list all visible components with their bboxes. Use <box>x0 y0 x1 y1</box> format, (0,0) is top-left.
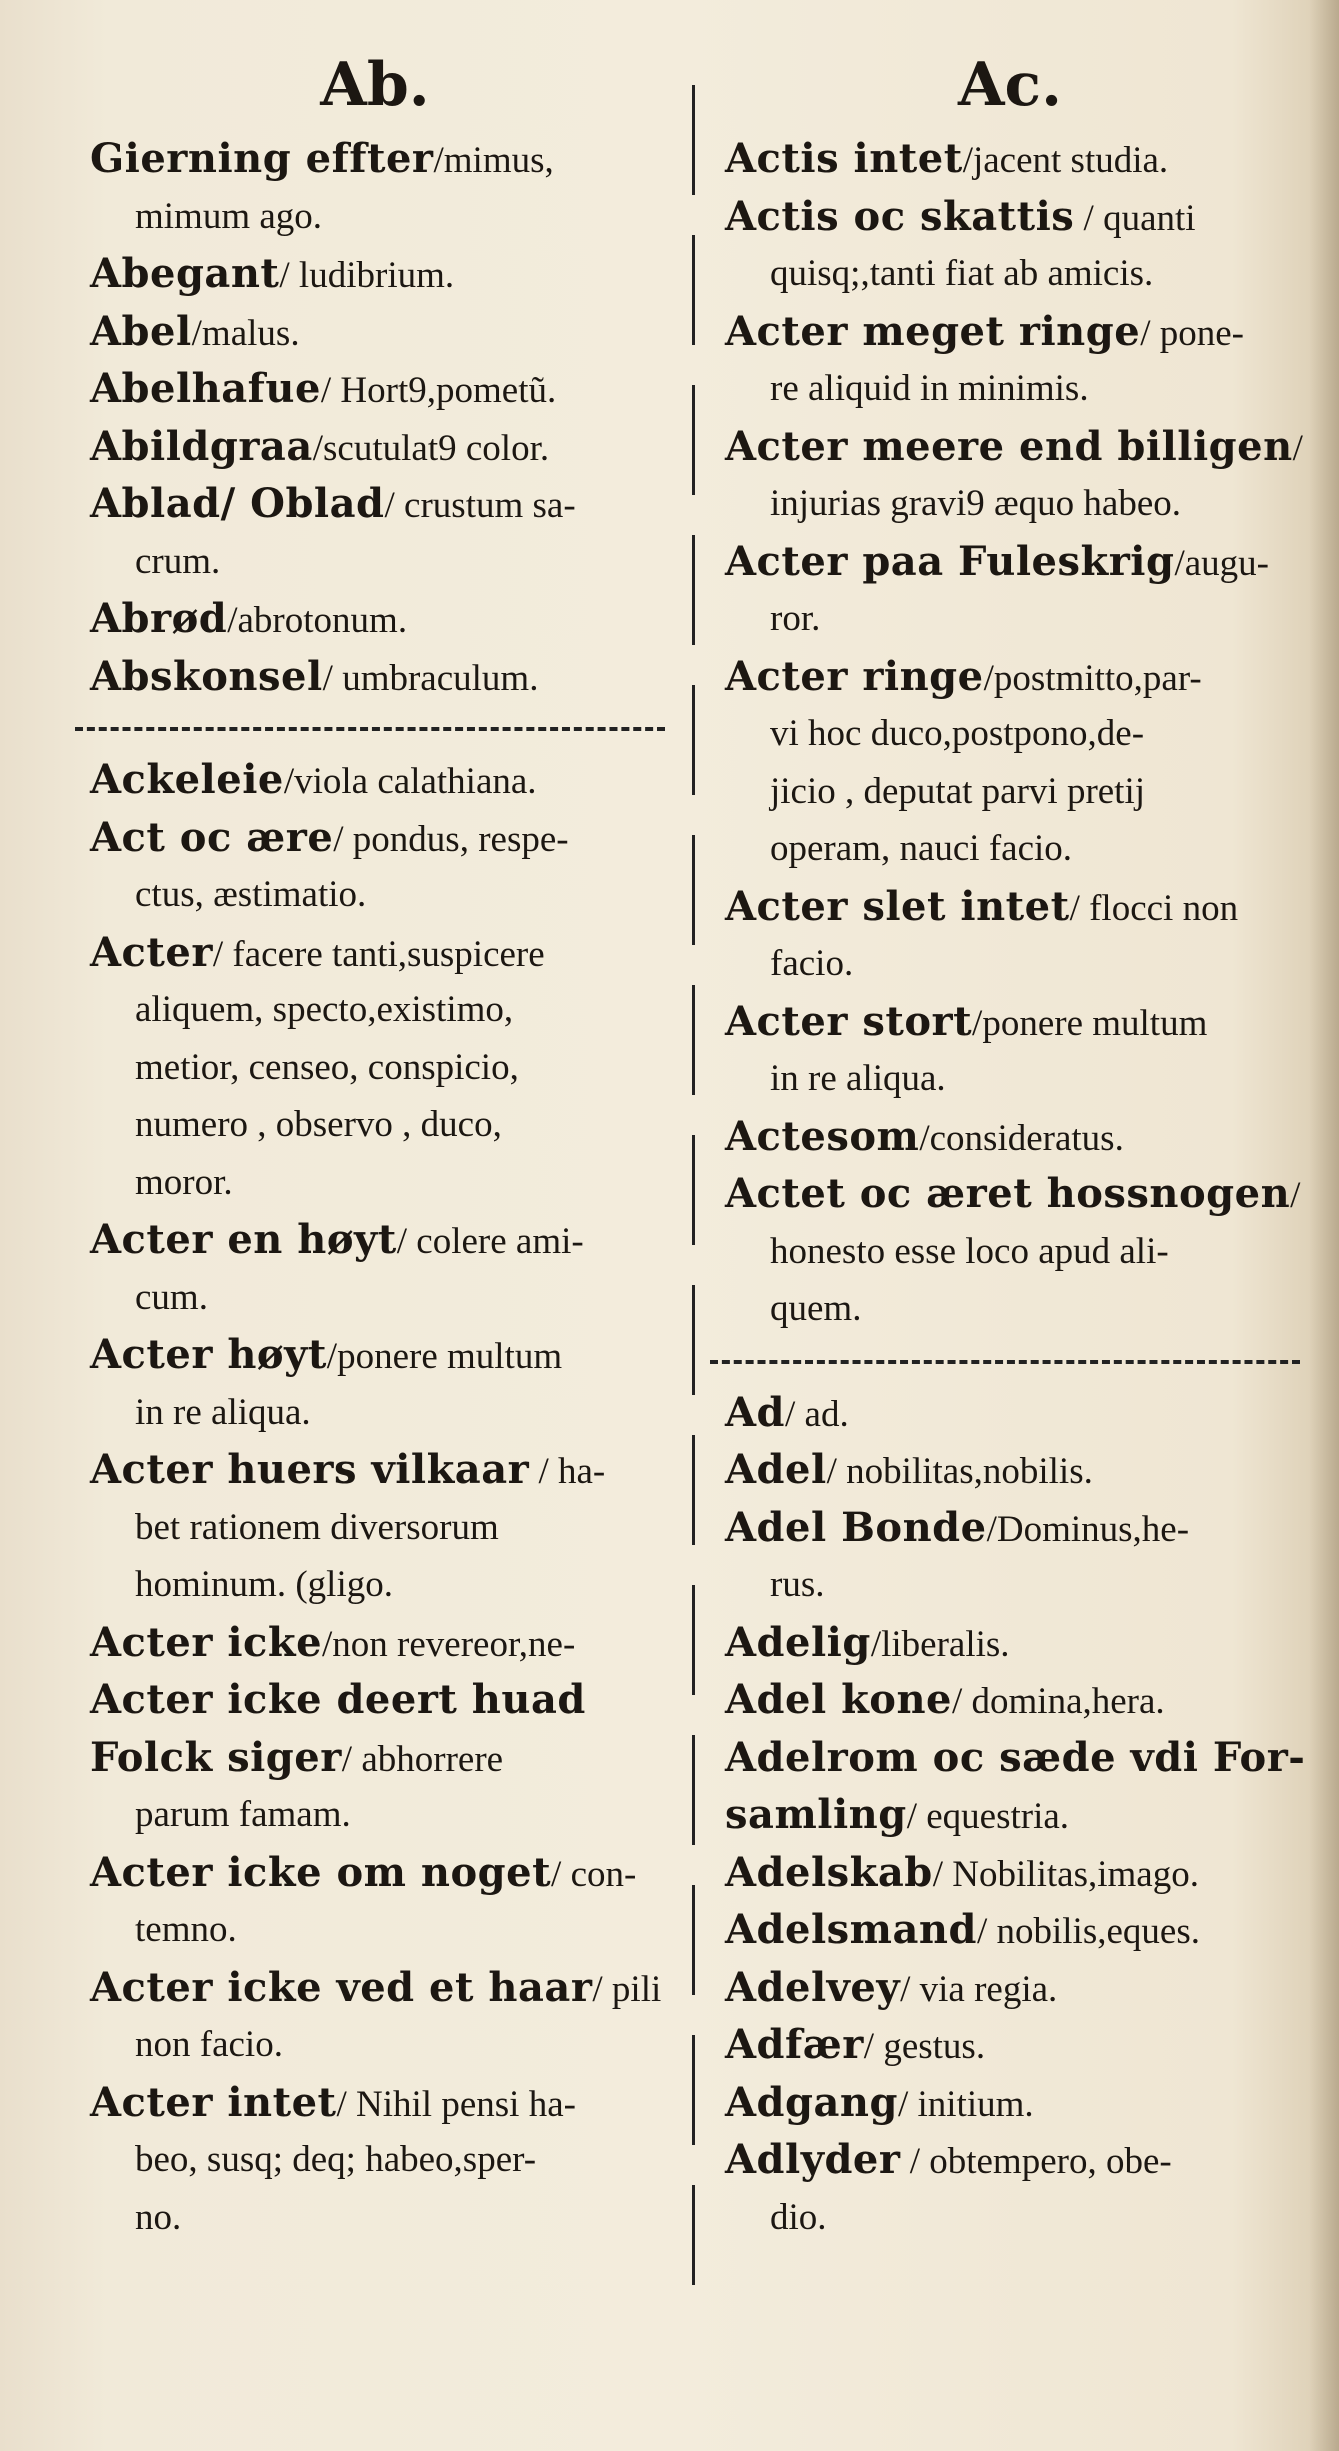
entry-gloss: dio. <box>770 2196 827 2238</box>
entry-headword: Adel kone <box>725 1676 952 1723</box>
entry-gloss: / obtempero, obe- <box>900 2141 1172 2182</box>
dictionary-entry <box>75 245 675 303</box>
entry-gloss: ror. <box>770 598 821 639</box>
entry-gloss: hominum. (gligo. <box>135 1564 393 1605</box>
entry-gloss: / crustum sa- <box>384 485 576 526</box>
entry-headword: Abskonsel <box>90 652 323 700</box>
entry-gloss: / facere tanti,suspicere <box>212 933 545 975</box>
dictionary-entry <box>75 2074 675 2247</box>
entry-line <box>75 648 675 706</box>
entry-gloss: / equestria. <box>906 1796 1070 1837</box>
entry-line <box>75 1326 675 1384</box>
dictionary-entry <box>75 475 675 590</box>
dictionary-entry <box>75 1614 675 1672</box>
entry-line <box>710 590 1310 648</box>
dictionary-entry <box>75 751 675 809</box>
entry-line <box>75 866 675 924</box>
entry-line <box>710 2074 1310 2132</box>
entry-line <box>710 1441 1310 1499</box>
section-rule <box>710 1338 1310 1384</box>
dictionary-entry <box>75 1959 675 2074</box>
entry-gloss: / via regia. <box>900 1968 1058 2010</box>
entry-gloss: crum. <box>135 540 221 582</box>
entry-line <box>75 981 675 1039</box>
entry-line <box>75 1269 675 1327</box>
entry-headword: Adelig <box>725 1618 871 1666</box>
entry-line <box>75 1614 675 1672</box>
entry-line <box>710 1614 1310 1672</box>
entry-headword: Acter ringe <box>725 652 984 700</box>
entry-line <box>710 1729 1310 1787</box>
entry-headword: Abegant <box>90 250 280 297</box>
entry-gloss: cum. <box>135 1276 208 1318</box>
entry-gloss: / nobilitas,nobilis. <box>826 1451 1093 1492</box>
entry-gloss: / pondus, respe- <box>333 818 569 860</box>
entry-line <box>710 648 1310 706</box>
entry-gloss: metior, censeo, conspicio, <box>135 1046 519 1088</box>
entry-gloss: facio. <box>770 943 854 984</box>
entry-gloss: /jacent studia. <box>962 140 1169 181</box>
entry-gloss: / pone- <box>1140 312 1244 354</box>
entry-headword: Acter høyt <box>90 1331 327 1378</box>
entry-gloss: aliquem, specto,existimo, <box>135 989 514 1030</box>
dictionary-entry <box>710 1959 1310 2017</box>
dictionary-entry <box>75 1211 675 1326</box>
entry-gloss: /scutulat9 color. <box>312 427 550 469</box>
entry-line <box>710 1671 1310 1729</box>
entry-line <box>710 1556 1310 1614</box>
dictionary-entry <box>710 418 1310 533</box>
entry-gloss: rus. <box>770 1564 825 1605</box>
entry-line <box>710 1901 1310 1959</box>
entry-line <box>75 2016 675 2074</box>
entry-line <box>75 1901 675 1959</box>
entry-line <box>75 360 675 418</box>
entry-gloss: moror. <box>135 1161 233 1203</box>
entry-headword: Act oc ære <box>90 813 334 861</box>
entry-line <box>710 1844 1310 1902</box>
entry-line <box>710 303 1310 361</box>
entry-gloss: operam, nauci facio. <box>770 828 1073 869</box>
entry-headword: Adelvey <box>725 1963 901 2011</box>
dictionary-entry <box>75 303 675 361</box>
column-divider <box>692 85 695 2285</box>
dictionary-entry <box>75 809 675 924</box>
entry-gloss: bet rationem diversorum <box>135 1506 499 1548</box>
entry-gloss: / flocci non <box>1069 887 1239 929</box>
entry-gloss: / quanti <box>1074 197 1196 239</box>
entry-gloss: / nobilis,eques. <box>976 1911 1200 1952</box>
entry-line <box>710 1384 1310 1442</box>
entry-headword: Acter icke deert huad <box>90 1676 586 1723</box>
entry-headword: samling <box>725 1791 907 1838</box>
dictionary-entry <box>75 1326 675 1441</box>
entry-gloss: / gestus. <box>863 2026 986 2067</box>
entry-headword: Ablad/ Oblad <box>90 480 385 527</box>
entry-line <box>710 1165 1310 1223</box>
entry-line <box>75 1039 675 1097</box>
dictionary-entry <box>710 2074 1310 2132</box>
entry-gloss: /abrotonum. <box>227 600 408 641</box>
dictionary-entry <box>75 1844 675 1959</box>
entry-line <box>710 188 1310 246</box>
entry-line <box>710 763 1310 821</box>
entry-line <box>75 751 675 809</box>
section-rule <box>75 705 675 751</box>
entry-gloss: /non revereor,ne- <box>322 1623 576 1665</box>
entry-line <box>710 1499 1310 1557</box>
entry-headword: Acter intet <box>90 2078 337 2126</box>
entry-line <box>710 993 1310 1051</box>
entry-gloss: /ponere multum <box>326 1336 563 1377</box>
dictionary-entry <box>710 878 1310 993</box>
entry-line <box>75 1441 675 1499</box>
entry-gloss: / ad. <box>785 1393 849 1435</box>
entry-line <box>710 2131 1310 2189</box>
right-column <box>710 0 1310 2238</box>
entry-headword: Adfær <box>725 2021 864 2068</box>
entry-headword: Acter slet intet <box>725 882 1070 930</box>
right-entries <box>710 130 1310 2246</box>
entry-gloss: injurias gravi9 æquo habeo. <box>770 483 1182 524</box>
entry-line <box>75 1384 675 1442</box>
dictionary-entry <box>710 1614 1310 1672</box>
entry-headword: Abrød <box>90 595 228 642</box>
entry-headword: Abel <box>90 307 192 355</box>
entry-gloss: / Nihil pensi ha- <box>336 2083 576 2125</box>
entry-gloss: non facio. <box>135 2024 283 2065</box>
entry-gloss: / umbraculum. <box>322 657 539 699</box>
entry-gloss: / initium. <box>897 2083 1034 2125</box>
entry-headword: Ad <box>725 1388 786 1436</box>
entry-gloss: / Hort9,pometũ. <box>320 370 557 411</box>
entry-line <box>710 705 1310 763</box>
dictionary-entry <box>75 1671 675 1844</box>
entry-line <box>75 1786 675 1844</box>
entry-headword: Adelrom oc sæde vdi For- <box>725 1733 1306 1781</box>
entry-gloss: / pili <box>592 1968 662 2010</box>
entry-line <box>75 1671 675 1729</box>
entry-headword: Actet oc æret hossnogen <box>725 1170 1291 1217</box>
entry-gloss: /augu- <box>1174 542 1269 584</box>
entry-gloss: /ponere multum <box>972 1002 1208 1044</box>
entry-line <box>75 1729 675 1787</box>
entry-gloss: / ludibrium. <box>279 255 455 296</box>
entry-line <box>75 1499 675 1557</box>
entry-line <box>75 809 675 867</box>
dictionary-entry <box>710 2131 1310 2246</box>
left-column-header: Ab. <box>320 50 430 120</box>
entry-headword: Acter icke om noget <box>90 1848 552 1896</box>
entry-gloss: ctus, æstimatio. <box>135 874 367 915</box>
entry-headword: Adel <box>725 1446 827 1493</box>
entry-line <box>75 924 675 982</box>
dictionary-entry <box>75 590 675 648</box>
dictionary-entry <box>710 1441 1310 1499</box>
dictionary-entry <box>710 993 1310 1108</box>
entry-headword: Actesom <box>725 1112 920 1160</box>
dictionary-entry <box>710 130 1310 188</box>
entry-headword: Ackeleie <box>90 756 284 803</box>
entry-line <box>710 2016 1310 2074</box>
page-edge-shadow <box>1309 0 1339 2451</box>
entry-headword: Acter icke ved et haar <box>90 1963 593 2011</box>
dictionary-entry <box>710 648 1310 878</box>
entry-headword: Folck siger <box>90 1733 342 1781</box>
entry-gloss: /liberalis. <box>870 1623 1010 1665</box>
dictionary-entry <box>75 360 675 418</box>
left-column <box>75 0 675 2238</box>
entry-line <box>75 1096 675 1154</box>
entry-line <box>710 245 1310 303</box>
entry-line <box>710 878 1310 936</box>
dictionary-entry <box>710 1108 1310 1166</box>
dictionary-entry <box>710 1165 1310 1338</box>
entry-headword: Gierning effter <box>90 135 434 182</box>
entry-gloss: /Dominus,he- <box>986 1508 1190 1550</box>
entry-gloss: beo, susq; deq; habeo,sper- <box>135 2139 537 2180</box>
entry-gloss: quisq;,tanti fiat ab amicis. <box>770 253 1154 294</box>
dictionary-entry <box>710 1671 1310 1729</box>
entry-gloss: temno. <box>135 1909 237 1950</box>
entry-line <box>710 1108 1310 1166</box>
dictionary-entry <box>710 1729 1310 1844</box>
entry-line <box>75 245 675 303</box>
entry-line <box>710 935 1310 993</box>
entry-gloss: / <box>1290 1175 1301 1216</box>
entry-gloss: / domina,hera. <box>952 1681 1165 1722</box>
entry-line <box>75 130 675 188</box>
entry-gloss: vi hoc duco,postpono,de- <box>770 713 1145 754</box>
dictionary-entry <box>75 418 675 476</box>
entry-headword: Acter paa Fuleskrig <box>725 537 1175 585</box>
entry-line <box>75 418 675 476</box>
entry-headword: Acter icke <box>90 1618 323 1666</box>
entry-gloss: /malus. <box>191 312 300 354</box>
entry-line <box>710 130 1310 188</box>
entry-line <box>710 1223 1310 1281</box>
entry-line <box>75 188 675 246</box>
entry-gloss: / abhorrere <box>341 1738 504 1780</box>
entry-line <box>75 1844 675 1902</box>
entry-line <box>75 1211 675 1269</box>
entry-gloss: mimum ago. <box>135 195 323 237</box>
entry-line <box>75 2189 675 2247</box>
entry-gloss: jicio , deputat parvi pretij <box>770 770 1146 812</box>
entry-headword: Abelhafue <box>90 365 321 412</box>
entry-gloss: /viola calathiana. <box>283 761 537 802</box>
entry-headword: Adgang <box>725 2078 898 2126</box>
entry-line <box>710 1280 1310 1338</box>
entry-headword: Adlyder <box>725 2136 901 2183</box>
right-column-header: Ac. <box>958 50 1062 120</box>
entry-gloss: quem. <box>770 1288 862 1329</box>
entry-headword: Acter stort <box>725 997 973 1045</box>
dictionary-entry <box>710 2016 1310 2074</box>
entry-gloss: numero , observo , duco, <box>135 1104 502 1145</box>
entry-line <box>710 820 1310 878</box>
entry-line <box>710 1050 1310 1108</box>
dictionary-entry <box>710 533 1310 648</box>
entry-line <box>75 475 675 533</box>
entry-line <box>710 475 1310 533</box>
entry-gloss: /postmitto,par- <box>983 657 1202 699</box>
entry-gloss: parum famam. <box>135 1794 351 1835</box>
entry-headword: Acter meere end billigen <box>725 422 1293 470</box>
entry-gloss: / colere ami- <box>396 1221 584 1262</box>
entry-gloss: / con- <box>551 1853 637 1895</box>
entry-gloss: / ha- <box>529 1451 606 1492</box>
entry-headword: Abildgraa <box>90 422 313 470</box>
entry-line <box>710 418 1310 476</box>
entry-line <box>75 2131 675 2189</box>
entry-gloss: /mimus, <box>433 140 554 181</box>
entry-line <box>710 533 1310 591</box>
entry-line <box>75 1959 675 2017</box>
entry-gloss: /consideratus. <box>919 1117 1124 1159</box>
entry-gloss: in re aliqua. <box>770 1058 946 1099</box>
dictionary-entry <box>75 130 675 245</box>
dictionary-entry <box>75 1441 675 1614</box>
entry-headword: Actis oc skattis <box>725 192 1075 240</box>
entry-gloss: honesto esse loco apud ali- <box>770 1230 1169 1272</box>
dictionary-entry <box>710 188 1310 303</box>
entry-headword: Adel Bonde <box>725 1503 987 1551</box>
entry-gloss: in re aliqua. <box>135 1391 311 1433</box>
dictionary-entry <box>75 648 675 706</box>
entry-headword: Adelsmand <box>725 1906 977 1953</box>
entry-line <box>75 1556 675 1614</box>
entry-headword: Acter <box>90 928 213 976</box>
dictionary-entry <box>710 1844 1310 1902</box>
entry-gloss: / Nobilitas,imago. <box>932 1853 1199 1895</box>
dictionary-entry <box>710 1384 1310 1442</box>
entry-line <box>75 2074 675 2132</box>
entry-gloss: no. <box>135 2196 182 2238</box>
entry-headword: Acter meget ringe <box>725 307 1141 355</box>
entry-gloss: re aliquid in minimis. <box>770 368 1089 409</box>
entry-headword: Actis intet <box>725 135 963 182</box>
entry-line <box>75 533 675 591</box>
entry-line <box>710 360 1310 418</box>
entry-headword: Acter en høyt <box>90 1216 397 1263</box>
entry-headword: Acter huers vilkaar <box>90 1446 530 1493</box>
left-entries <box>75 130 675 2246</box>
dictionary-entry <box>710 1499 1310 1614</box>
entry-line <box>75 303 675 361</box>
dictionary-entry <box>710 303 1310 418</box>
dictionary-entry <box>710 1901 1310 1959</box>
entry-line <box>710 1786 1310 1844</box>
entry-line <box>710 1959 1310 2017</box>
entry-line <box>75 590 675 648</box>
entry-line <box>75 1154 675 1212</box>
entry-gloss: / <box>1292 427 1303 469</box>
dictionary-entry <box>75 924 675 1212</box>
entry-headword: Adelskab <box>725 1848 933 1896</box>
entry-line <box>710 2189 1310 2247</box>
